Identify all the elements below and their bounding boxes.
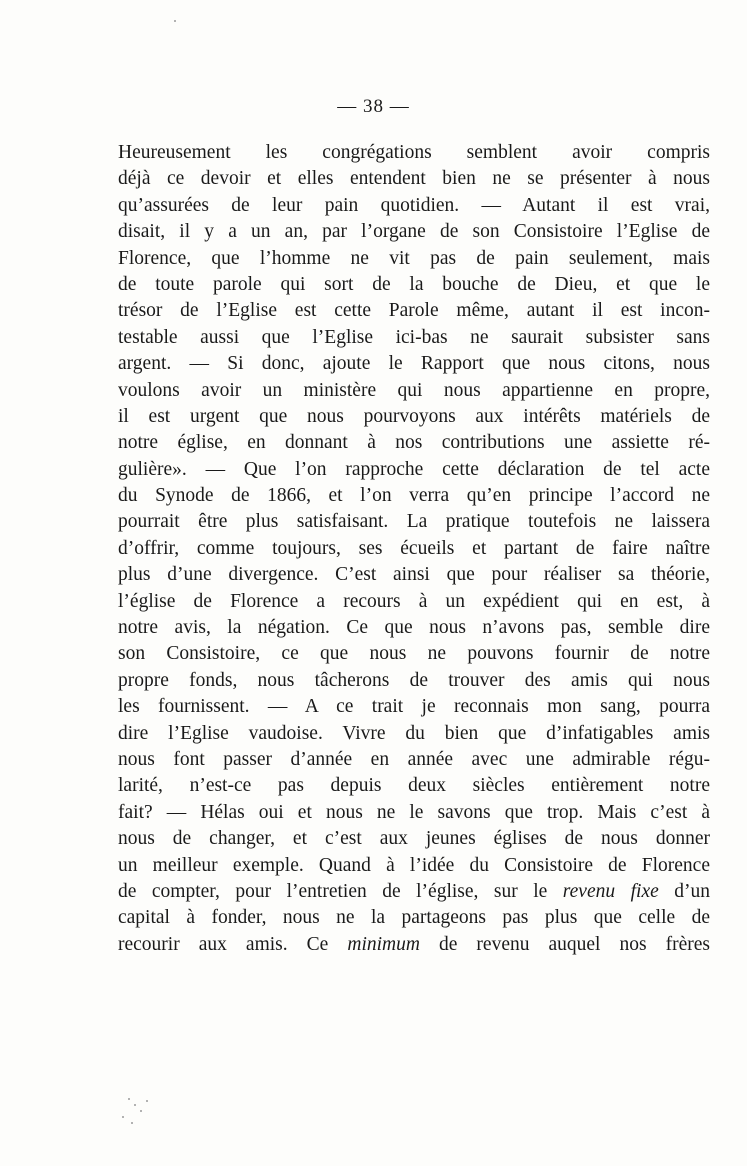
- text-line: notre église, en donnant à nos contributions une assiette ré-: [118, 432, 710, 454]
- text-line: pourrait être plus satisfaisant. La pratique toutefois ne laissera: [118, 511, 710, 533]
- text-segment: recourir aux amis. Ce: [118, 933, 348, 955]
- text-line: disait, il y a un an, par l’organe de son Consistoire l’Eglise de: [118, 221, 710, 243]
- italic-phrase: minimum: [347, 933, 420, 955]
- text-line: plus d’une divergence. C’est ainsi que pour réaliser sa théorie,: [118, 564, 710, 586]
- text-line: Heureusement les congrégations semblent avoir compris: [118, 142, 710, 163]
- text-segment: d’un: [658, 880, 710, 902]
- text-segment: de revenu auquel nos frères: [419, 933, 710, 955]
- text-line-with-italic: [118, 932, 710, 958]
- text-line: testable aussi que l’Eglise ici-bas ne saurait subsister sans: [118, 326, 710, 348]
- text-line: dire l’Eglise vaudoise. Vivre du bien que d’infatigables amis: [118, 722, 710, 744]
- text-line: de toute parole qui sort de la bouche de Dieu, et que le: [118, 273, 710, 295]
- paper-speck: [122, 1116, 124, 1118]
- text-segment: de compter, pour l’entretien de l’église, sur le: [118, 880, 563, 902]
- paper-speck: [174, 20, 176, 22]
- paper-speck: [146, 1100, 148, 1102]
- text-line: larité, n’est-ce pas depuis deux siècles entièrement notre: [118, 775, 710, 797]
- paper-speck: [128, 1098, 130, 1100]
- text-line: voulons avoir un ministère qui nous appartienne en propre,: [118, 379, 710, 401]
- text-line: du Synode de 1866, et l’on verra qu’en principe l’accord ne: [118, 485, 710, 507]
- text-line: capital à fonder, nous ne la partageons pas plus que celle de: [118, 907, 710, 929]
- text-line: fait? — Hélas oui et nous ne le savons que trop. Mais c’est à: [118, 801, 710, 823]
- text-line: les fournissent. — A ce trait je reconnais mon sang, pourra: [118, 696, 710, 718]
- text-line: déjà ce devoir et elles entendent bien ne se présenter à nous: [118, 168, 710, 190]
- text-line: il est urgent que nous pourvoyons aux intérêts matériels de: [118, 405, 710, 427]
- text-line-with-italic: [118, 879, 710, 905]
- paper-speck: [140, 1110, 142, 1112]
- text-line: propre fonds, nous tâcherons de trouver des amis qui nous: [118, 669, 710, 691]
- text-line: argent. — Si donc, ajoute le Rapport que nous citons, nous: [118, 353, 710, 375]
- page-number: — 38 —: [337, 96, 410, 117]
- text-line: d’offrir, comme toujours, ses écueils et partant de faire naître: [118, 537, 710, 559]
- text-line: gulière». — Que l’on rapproche cette déclaration de tel acte: [118, 458, 710, 480]
- text-line: qu’assurées de leur pain quotidien. — Autant il est vrai,: [118, 194, 710, 216]
- paper-speck: [134, 1104, 136, 1106]
- paper-speck: [131, 1122, 133, 1124]
- text-line: l’église de Florence a recours à un expédient qui en est, à: [118, 590, 710, 612]
- text-line: trésor de l’Eglise est cette Parole même, autant il est incon-: [118, 300, 710, 322]
- body-text: [118, 140, 710, 958]
- text-line: Florence, que l’homme ne vit pas de pain seulement, mais: [118, 247, 710, 269]
- text-line: son Consistoire, ce que nous ne pouvons fournir de notre: [118, 643, 710, 665]
- text-line: notre avis, la négation. Ce que nous n’avons pas, semble dire: [118, 617, 710, 639]
- italic-phrase: revenu fixe: [562, 880, 659, 902]
- text-line: nous de changer, et c’est aux jeunes églises de nous donner: [118, 828, 710, 850]
- text-line: un meilleur exemple. Quand à l’idée du Consistoire de Florence: [118, 854, 710, 876]
- text-line: nous font passer d’année en année avec une admirable régu-: [118, 748, 710, 770]
